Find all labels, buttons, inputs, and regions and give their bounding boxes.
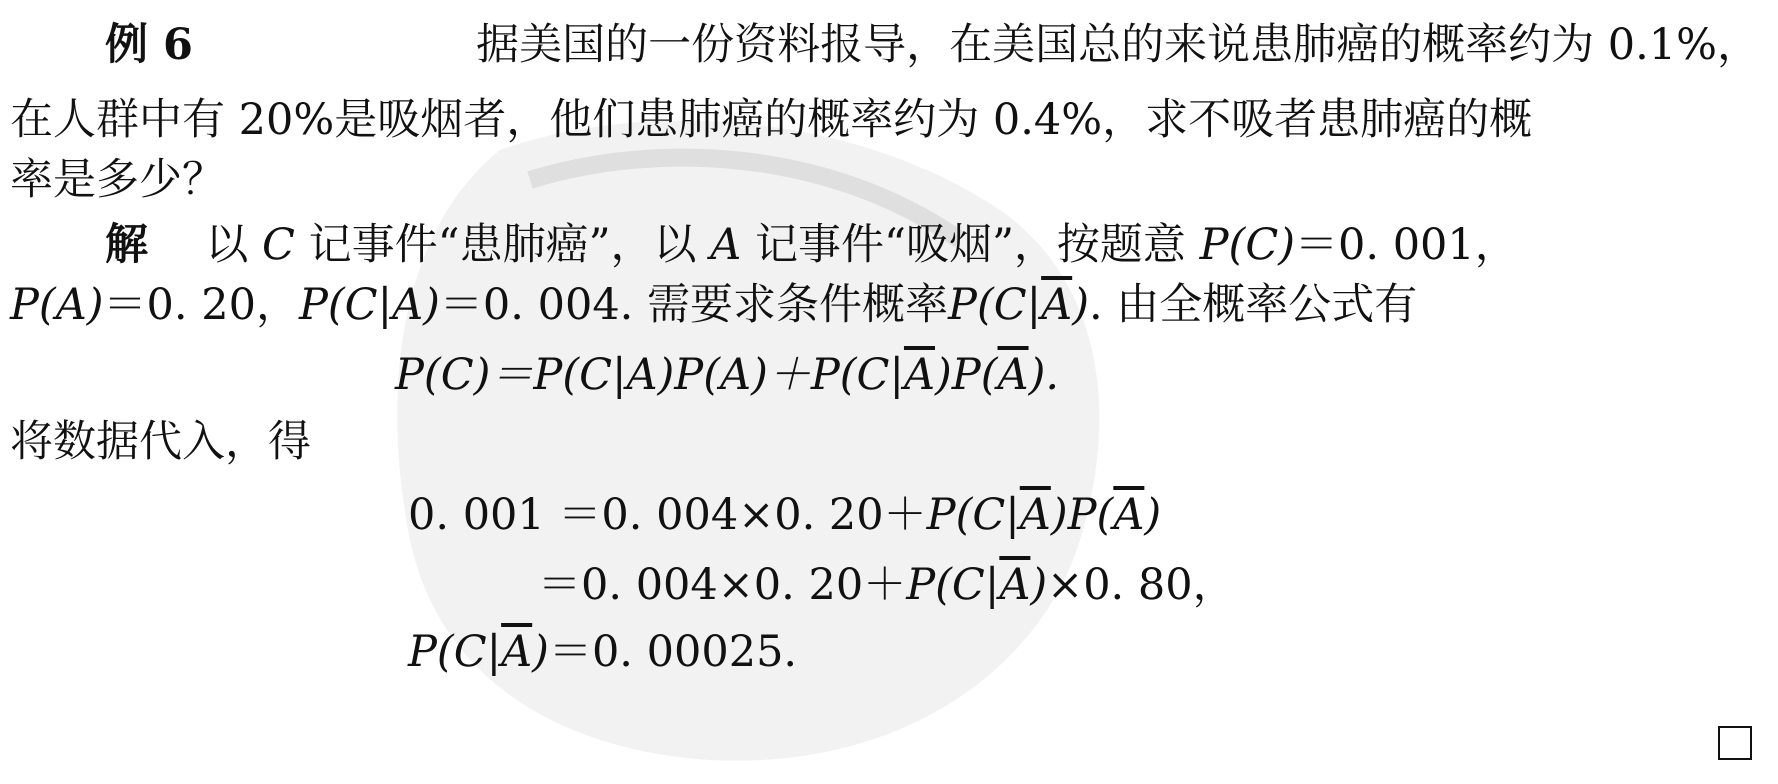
problem-text-2: 在人群中有 20%是吸烟者，他们患肺癌的概率约为 0.4%，求不吸者患肺癌的概: [10, 95, 1533, 145]
eq-part: ＝0. 004×0. 20＋: [538, 560, 907, 610]
eq-part: P(C|: [408, 627, 502, 677]
eq-part: ): [1144, 490, 1162, 540]
problem-line-2: [10, 90, 1760, 150]
eq-part: ).: [1028, 350, 1060, 400]
var-a-bar: $\overline{A}$: [501, 627, 533, 677]
problem-line-1: [105, 15, 1760, 75]
result-value: ＝0. 00025.: [548, 627, 798, 677]
eq-part: )P(: [935, 350, 998, 400]
eq-part: ): [1030, 560, 1048, 610]
solution-text: 记事件“吸烟”，按题意: [741, 220, 1200, 270]
prob-a: P(A): [10, 280, 104, 330]
var-a-bar: $\overline{A}$: [903, 350, 936, 400]
solution-line-2: [10, 275, 1417, 335]
var-a-bar: $\overline{A}$: [1041, 280, 1073, 330]
solution-text: 记事件“患肺癌”，以: [294, 220, 711, 270]
solution-line-4: [10, 412, 311, 472]
equation-result: [408, 622, 797, 682]
equation-substitution-2: [538, 555, 1236, 615]
solution-text: . 由全概率公式有: [1088, 280, 1418, 330]
problem-line-3: [10, 150, 225, 210]
eq-part: )P(: [1050, 490, 1114, 540]
var-a: A: [710, 220, 742, 270]
var-a-bar: $\overline{A}$: [997, 350, 1029, 400]
qed-square-icon: [1718, 726, 1752, 760]
var-a-bar: $\overline{A}$: [1019, 490, 1051, 540]
eq-part: P(C|: [906, 560, 1000, 610]
var-c: C: [262, 220, 295, 270]
equation-substitution-1: [408, 485, 1161, 545]
eq-part: ×0. 80，: [1047, 560, 1236, 610]
solution-text: 将数据代入，得: [10, 417, 311, 467]
var-a-bar: $\overline{A}$: [999, 560, 1031, 610]
equation-total-probability: [395, 345, 1059, 405]
eq-part: 0. 001 ＝0. 004×0. 20＋: [408, 490, 927, 540]
solution-text: 以: [205, 220, 263, 270]
paren: ): [1072, 280, 1089, 330]
solution-text: ＝0. 004. 需要求条件概率: [439, 280, 949, 330]
eq-part: ): [532, 627, 549, 677]
prob-c-given-not-a: P(C|: [948, 280, 1042, 330]
eq-part: P(C)＝P(C|A)P(A)＋P(C|: [395, 350, 904, 400]
eq-part: P(C|: [926, 490, 1020, 540]
problem-text-3: 率是多少？: [10, 155, 225, 205]
prob-c: P(C): [1199, 220, 1295, 270]
problem-text-1: 据美国的一份资料报导，在美国总的来说患肺癌的概率约为 0.1%，: [476, 20, 1760, 70]
prob-a-value: ＝0. 20，: [103, 280, 299, 330]
solution-line-1: [105, 215, 1760, 275]
prob-c-value: ＝0. 001，: [1295, 220, 1518, 270]
solution-label: 解: [105, 220, 148, 270]
var-a-bar: $\overline{A}$: [1113, 490, 1145, 540]
example-label: 例 6: [105, 20, 193, 70]
prob-c-given-a: P(C|A): [298, 280, 440, 330]
